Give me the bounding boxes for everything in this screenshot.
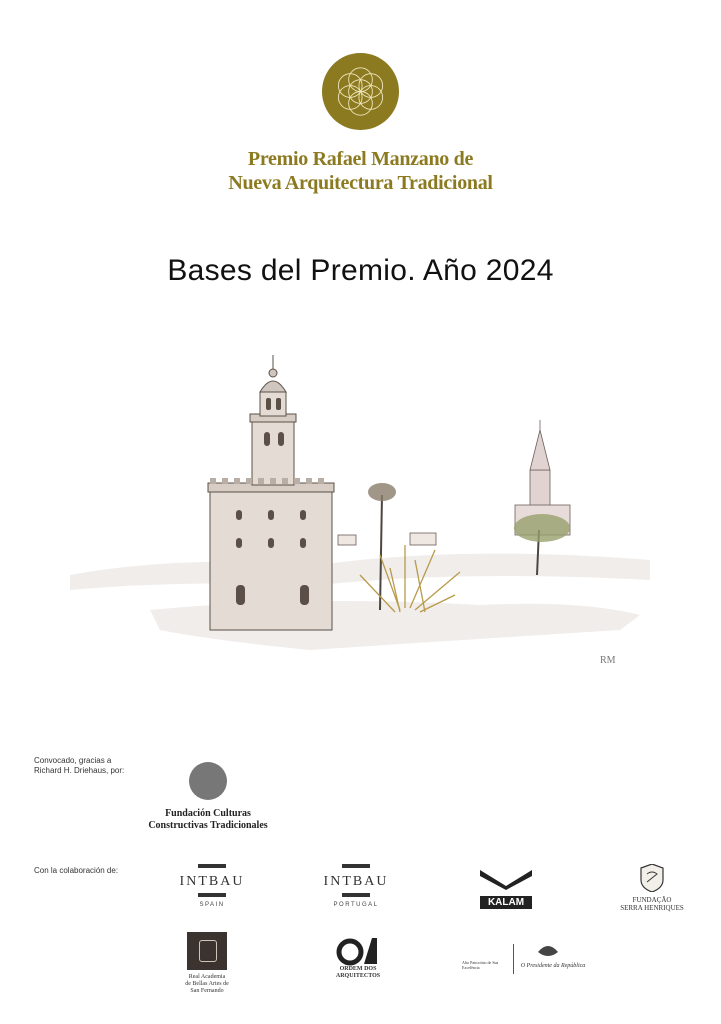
torre-del-oro-illustration <box>60 340 660 680</box>
real-academia-logo <box>172 932 242 995</box>
fundacion-logo-icon <box>189 762 227 800</box>
fundacion-name-line-2: Constructivas Tradicionales <box>148 820 268 831</box>
intbau-portugal-name: INTBAU <box>323 874 389 889</box>
intbau-portugal-sub: PORTUGAL <box>333 902 379 908</box>
real-academia-line-2: de Bellas Artes de <box>185 981 229 987</box>
intbau-spain-name: INTBAU <box>179 874 245 889</box>
page-subtitle: Bases del Premio. Año 2024 <box>167 254 554 287</box>
premio-logo-icon <box>321 52 400 131</box>
convocado-line-1: Convocado, gracias a <box>34 756 112 765</box>
collaboration-label: Con la colaboración de: <box>34 866 119 875</box>
presidencia-line-1: Alto Patrocínio de Sua Excelência <box>462 960 499 970</box>
ordem-line-2: ARQUITECTOS <box>335 973 381 979</box>
serra-henriques-line-1: FUNDAÇÃO <box>632 896 672 904</box>
royal-crest-icon <box>187 932 227 970</box>
intbau-column-icon <box>198 864 226 868</box>
convocado-line-2: Richard H. Driehaus, por: <box>34 766 125 775</box>
intbau-spain-logo <box>172 864 252 908</box>
presidencia-line-2: O Presidente da República <box>520 963 586 969</box>
oa-mark-icon <box>336 936 380 966</box>
kalam-chevron-icon <box>480 868 532 890</box>
title-line-2: Nueva Arquitectura Tradicional <box>228 172 493 194</box>
kalam-name: KALAM <box>480 896 532 909</box>
serra-henriques-logo <box>610 864 694 912</box>
kalam-logo <box>480 868 532 909</box>
real-academia-line-1: Real Academia <box>188 974 226 980</box>
fundacion-name-line-1: Fundación Culturas <box>165 808 251 819</box>
title-line-1: Premio Rafael Manzano de <box>247 148 474 170</box>
intbau-portugal-logo <box>316 864 396 908</box>
shield-icon <box>639 864 665 892</box>
artist-signature: RM <box>600 655 616 666</box>
intbau-spain-sub: SPAIN <box>199 902 225 908</box>
real-academia-line-3: San Fernando <box>190 988 224 994</box>
intbau-column-icon <box>342 864 370 868</box>
ordem-arquitectos-logo <box>326 936 390 980</box>
presidencia-logo <box>462 942 592 974</box>
presidency-emblem-icon <box>536 942 560 960</box>
serra-henriques-line-2: SERRA HENRIQUES <box>620 904 684 912</box>
ordem-line-1: ORDEM DOS <box>339 966 377 972</box>
